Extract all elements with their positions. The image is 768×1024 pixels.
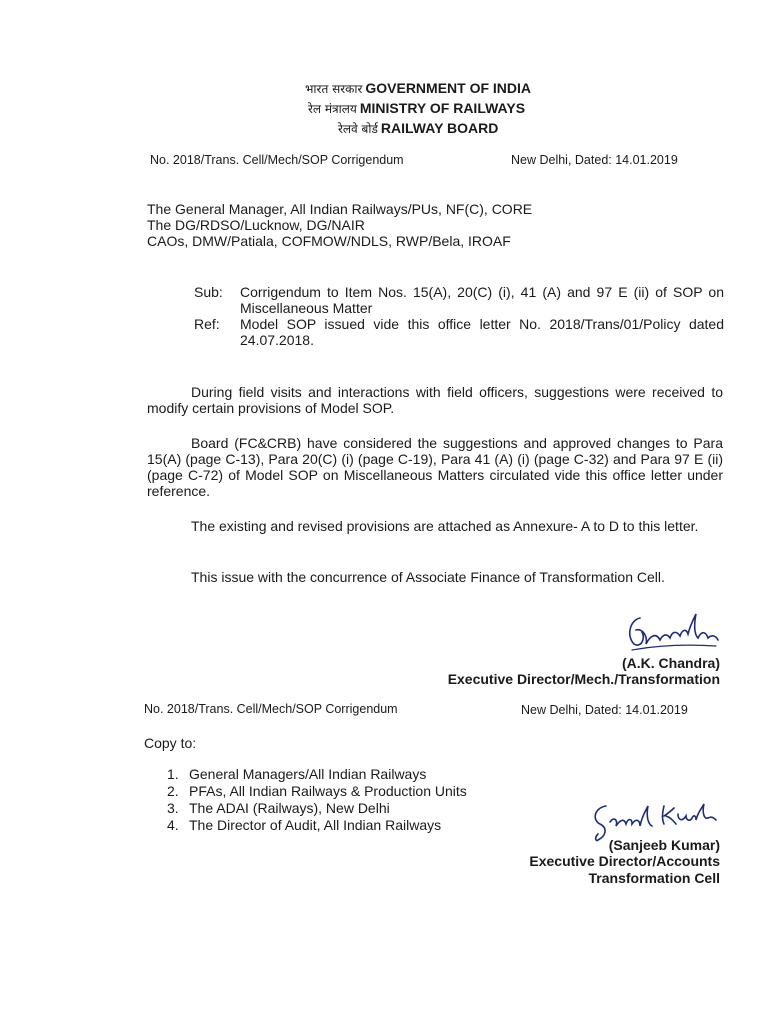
body-paragraph: The existing and revised provisions are attached as Annexure- A to D to this letter. [191, 518, 699, 534]
copy-to-list [167, 766, 467, 834]
letterhead-english-2: MINISTRY OF RAILWAYS [359, 100, 526, 116]
signature-chandra [624, 610, 724, 654]
addressee-line: The General Manager, All Indian Railways/PUs, NF(C), CORE [147, 201, 533, 217]
subject-text: Corrigendum to Item Nos. 15(A), 20(C) (i), 41 (A) and 97 E (ii) of SOP on Miscellaneous Matter [240, 284, 724, 316]
body-paragraph: This issue with the concurrence of Associate Finance of Transformation Cell. [191, 569, 665, 585]
addressee-line: The DG/RDSO/Lucknow, DG/NAIR [147, 217, 365, 233]
letterhead-line-2 [308, 98, 525, 119]
copy-letter-number: No. 2018/Trans. Cell/Mech/SOP Corrigendum [144, 702, 398, 716]
letterhead-hindi-1: भारत सरकार [305, 82, 363, 96]
signatory1-designation: Executive Director/Mech./Transformation [447, 671, 720, 687]
reference-label: Ref: [194, 316, 220, 332]
signatory2-unit: Transformation Cell [588, 870, 720, 886]
signatory2-name: (Sanjeeb Kumar) [608, 837, 720, 853]
list-item: 1. General Managers/All Indian Railways [167, 766, 427, 782]
letterhead-english-3: RAILWAY BOARD [380, 120, 499, 136]
copy-letter-date: New Delhi, Dated: 14.01.2019 [521, 703, 688, 717]
reference-text: Model SOP issued vide this office letter No. 2018/Trans/01/Policy dated 24.07.2018. [240, 316, 724, 348]
list-item: 2. PFAs, All Indian Railways & Production Units [167, 783, 467, 799]
letterhead-english-1: GOVERNMENT OF INDIA [365, 80, 532, 96]
body-paragraph: Board (FC&CRB) have considered the suggestions and approved changes to Para 15(A) (page C-13), Para 20(C) (i) (page C-19), Para 41 (A) (i) (page C-32) and Para 97 E (ii) (page C-72) of Model SOP on Miscellaneous Matters circulated vide this office letter under reference. [147, 435, 723, 499]
signatory2-designation: Executive Director/Accounts [529, 853, 720, 869]
signatory1-name: (A.K. Chandra) [622, 655, 720, 671]
addressee-line: CAOs, DMW/Patiala, COFMOW/NDLS, RWP/Bela, IROAF [147, 233, 511, 249]
letterhead-hindi-3: रेलवे बोर्ड [338, 122, 378, 136]
list-item: 4. The Director of Audit, All Indian Railways [167, 817, 442, 833]
copy-to-label: Copy to: [144, 735, 197, 751]
letterhead-hindi-2: रेल मंत्रालय [308, 102, 357, 116]
letter-date: New Delhi, Dated: 14.01.2019 [511, 153, 678, 167]
letter-number: No. 2018/Trans. Cell/Mech/SOP Corrigendum [150, 153, 404, 167]
subject-label: Sub: [194, 284, 223, 300]
letterhead-line-3 [338, 118, 498, 139]
list-item: 3. The ADAI (Railways), New Delhi [167, 800, 390, 816]
letterhead-line-1 [305, 78, 531, 99]
body-paragraph: During field visits and interactions with field officers, suggestions were received to modify certain provisions of Model SOP. [147, 384, 723, 416]
